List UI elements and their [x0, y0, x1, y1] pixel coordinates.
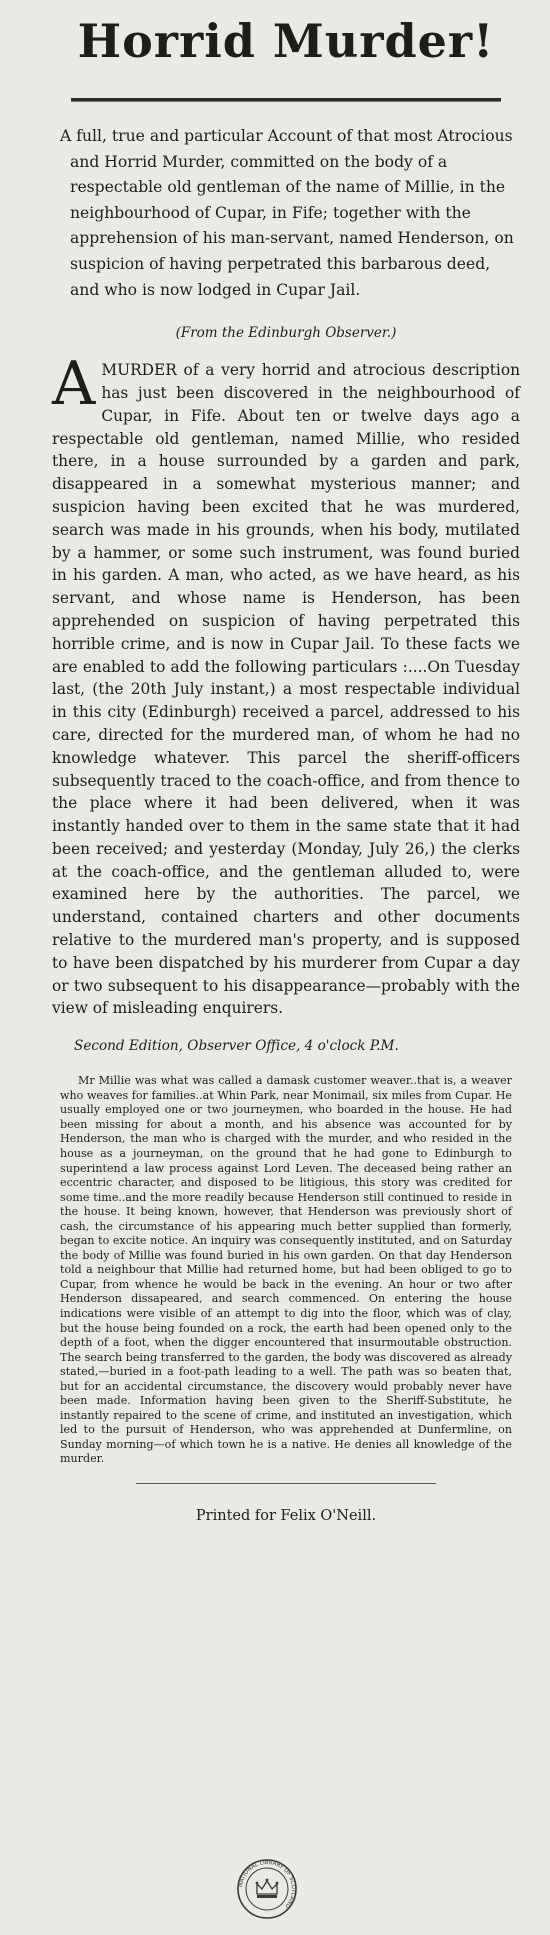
article-body — [52, 349, 520, 1020]
stamp-text: NATIONAL LIBRARY OF SCOTLAND — [238, 1859, 297, 1909]
drop-cap: A — [52, 349, 96, 420]
summary-paragraph: A full, true and particular Account of that most Atrocious and Horrid Murder, committed on the body of a respectable old gentleman of the name of Millie, in the neighbourhood of Cupar, in Fife; together with the apprehension of his man-servant, named Henderson, on suspicion of having perpetrated this barbarous deed, and who is now lodged in Cupar Jail. — [60, 127, 514, 299]
article-text: MURDER of a very horrid and atrocious description has just been discovered in the neighbourhood of Cupar, in Fife. About ten or twelve days ago a respectable old gentleman, named Millie, who resided there, in a house surrounded by a garden and park, disappeared in a somewhat mysterious manner; and suspicion having been excited that he was murdered, search was made in his grounds, when his body, mutilated by a hammer, or some such instrument, was found buried in his garden. A man, who acted, as we have heard, as his servant, and whose name is Henderson, has been apprehended on suspicion of having perpetrated this horrible crime, and is now in Cupar Jail. To these facts we are enabled to add the following particulars :....On Tuesday last, (the 20th July instant,) a most respectable individual in this city (Edinburgh) received a parcel, addressed to his care, directed for the murdered man, of whom he had no knowledge whatever. This parcel the sheriff-officers subsequently traced to the coach-office, and from thence to the place where it had been delivered, when it was instantly handed over to them in the same state that it had been received; and yesterday (Monday, July 26,) the clerks at the coach-office, and the gentleman alluded to, were examined here by the authorities. The parcel, we understand, contained charters and other documents relative to the murdered man's property, and is supposed to have been dispatched by his murderer from Cupar a day or two subsequent to his disappearance—probably with the view of misleading enquirers. — [52, 361, 520, 1018]
source-credit: (From the Edinburgh Observer.) — [175, 325, 397, 342]
broadside-page — [0, 10, 550, 1935]
edition-heading: Second Edition, Observer Office, 4 o'clock P.M. — [74, 1038, 399, 1055]
crown-icon — [256, 1879, 279, 1898]
printer-rule — [136, 1483, 436, 1484]
library-stamp — [236, 1858, 298, 1920]
title-rule — [71, 98, 501, 102]
second-edition-text: Mr Millie was what was called a damask customer weaver..that is, a weaver who weaves for families..at Whin Park, near Monimail, six miles from Cupar. He usually employed one or two journeymen, who boarded in the house. He had been missing for about a month, and his absence was accounted for by Henderson, the man who is charged with the murder, and who resided in the house as a journeyman, on the ground that he had gone to Edinburgh to superintend a law process against Lord Leven. The deceased being rather an eccentric character, and disposed to be litigious, this story was credited for some time..and the more readily because Henderson still continued to reside in the house. It being known, however, that Henderson was previously short of cash, the circumstance of his appearing much better supplied than formerly, began to excite notice. An inquiry was consequently instituted, and on Saturday the body of Millie was found buried in his own garden. On that day Henderson told a neighbour that Millie had returned home, but had been obliged to go to Cupar, from whence he would be back in the evening. An hour or two after Henderson dissapeared, and search commenced. On entering the house indications were visible of an attempt to dig into the floor, which was of clay, but the house being founded on a rock, the earth had been opened only to the depth of a foot, when the digger encountered that insurmoutable obstruction. The search being transferred to the garden, the body was discovered as already stated,—buried in a foot-path leading to a well. The path was so beaten that, but for an accidental circumstance, the discovery would probably never have been made. Information having been given to the Sheriff-Substitute, he instantly repaired to the scene of crime, and instituted an investigation, which led to the pursuit of Henderson, who was apprehended at Dunfermline, on Sunday morning—of which town he is a native. He denies all knowledge of the murder. — [60, 1074, 512, 1466]
page-title: Horrid Murder! — [77, 14, 495, 68]
printer-credit: Printed for Felix O'Neill. — [195, 1508, 377, 1525]
